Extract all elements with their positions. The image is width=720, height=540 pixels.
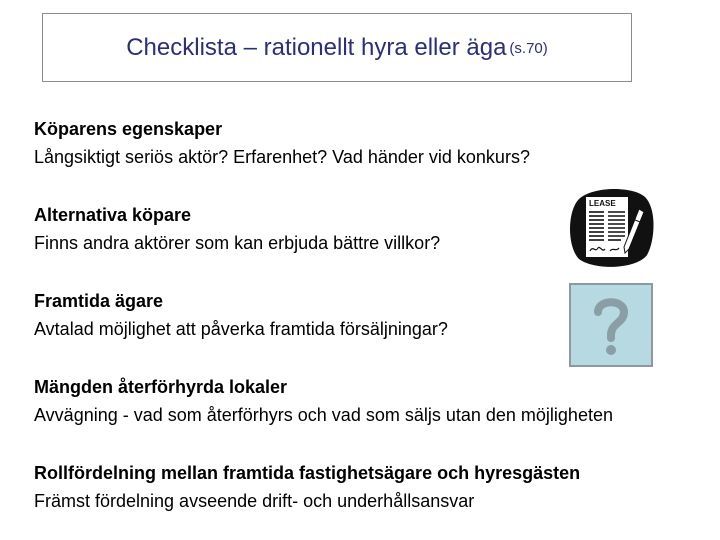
section-aterforhyrda-lokaler <box>34 373 694 429</box>
section-body: Långsiktigt seriös aktör? Erfarenhet? Vad händer vid konkurs? <box>34 147 530 167</box>
page-reference: (s.70) <box>509 40 548 57</box>
section-body: Finns andra aktörer som kan erbjuda bättre villkor? <box>34 233 441 253</box>
question-mark-icon <box>571 285 651 365</box>
title-box <box>42 13 632 82</box>
section-rollfordelning <box>34 459 694 515</box>
section-body: Främst fördelning avseende drift- och underhållsansvar <box>34 491 475 511</box>
section-heading: Alternativa köpare <box>34 205 192 225</box>
section-heading: Framtida ägare <box>34 291 164 311</box>
lease-label: LEASE <box>589 199 616 208</box>
section-body: Avvägning - vad som återförhyrs och vad som säljs utan den möjligheten <box>34 405 613 425</box>
section-kopares-egenskaper <box>34 115 694 171</box>
lease-document-icon <box>565 183 655 269</box>
section-heading: Mängden återförhyrda lokaler <box>34 377 288 397</box>
slide-title: Checklista – rationellt hyra eller äga <box>126 33 507 61</box>
section-heading: Köparens egenskaper <box>34 119 223 139</box>
section-body: Avtalad möjlighet att påverka framtida försäljningar? <box>34 319 448 339</box>
question-tile <box>569 283 653 367</box>
section-heading: Rollfördelning mellan framtida fastighetsägare och hyresgästen <box>34 463 581 483</box>
